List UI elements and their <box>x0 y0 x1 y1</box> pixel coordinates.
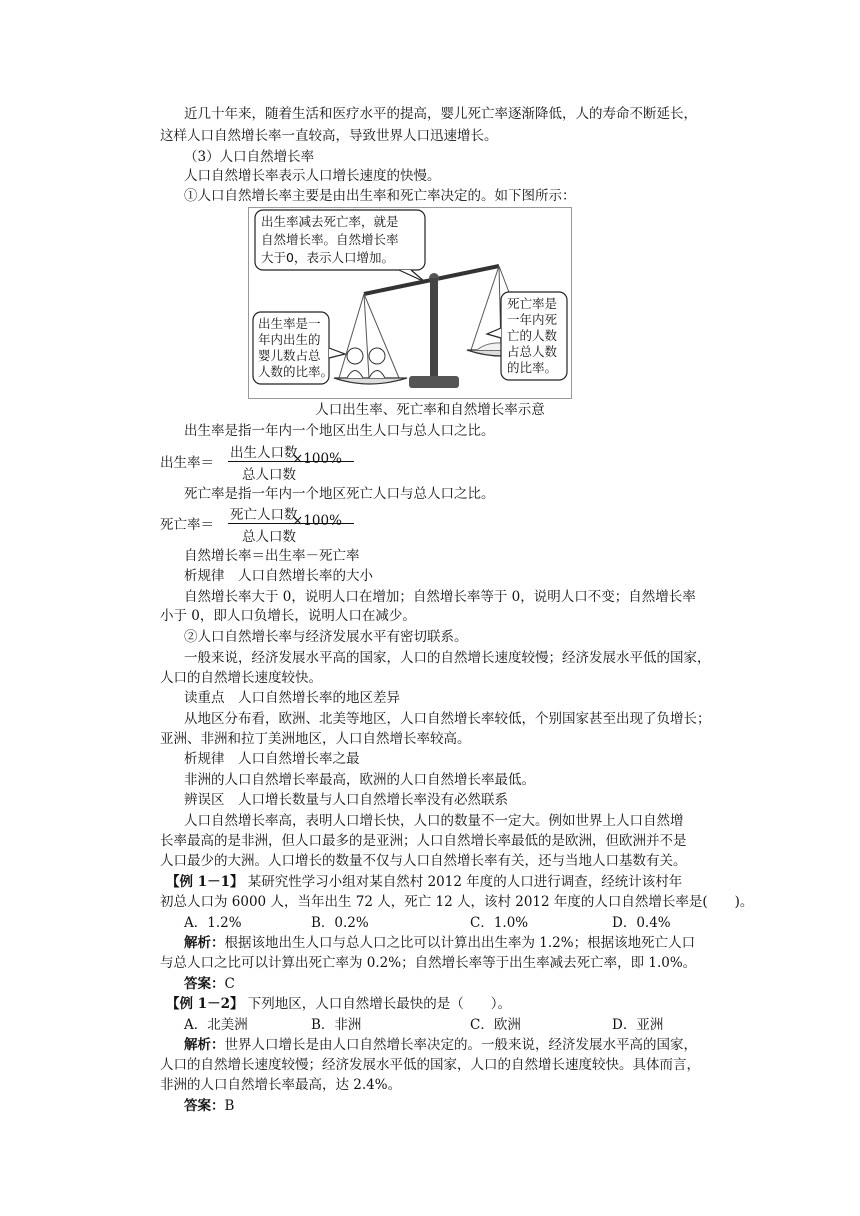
example1-analysis-line-1 <box>184 933 740 953</box>
birth-rate-denominator: 总人口数 <box>242 467 296 483</box>
misconception-label: 辨误区 人口增长数量与人口自然增长率没有必然联系 <box>184 792 508 808</box>
rule1-line-1: 自然增长率大于 0，说明人口在增加；自然增长率等于 0，说明人口不变；自然增长率 <box>184 589 696 605</box>
intro-line-2: 这样人口自然增长率一直较高，导致世界人口迅速增长。 <box>160 128 498 144</box>
misconception-line-3: 人口最少的大洲。人口增长的数量不仅与人口自然增长率有关，还与当地人口基数有关。 <box>160 853 687 869</box>
birth-rate-lhs: 出生率＝ <box>160 455 214 471</box>
top-bubble-line-3: 大于0，表示人口增加。 <box>261 250 394 265</box>
section-heading: （3）人口自然增长率 <box>184 149 315 165</box>
death-rate-rhs: ×100% <box>292 513 342 529</box>
example2-answer-label: 答案： <box>184 1098 225 1114</box>
left-bubble-line-3: 婴儿数占总 <box>258 348 321 363</box>
rule1-label: 析规律 人口自然增长率的大小 <box>184 568 373 584</box>
example2-answer <box>184 1096 740 1116</box>
top-bubble-line-2: 自然增长率。自然增长率 <box>261 232 399 247</box>
death-rate-definition: 死亡率是指一年内一个地区死亡人口与总人口之比。 <box>184 486 495 502</box>
right-bubble-line-4: 占总人数 <box>507 344 558 359</box>
misconception-line-2: 长率最高的是非洲，但人口最多的是亚洲；人口自然增长率最低的是欧洲，但欧洲并不是 <box>160 833 687 849</box>
scale-post <box>430 278 438 378</box>
section-definition: 人口自然增长率表示人口增长速度的快慢。 <box>184 168 441 184</box>
right-bubble-line-5: 的比率。 <box>507 360 558 375</box>
example1-option-b: B．0.2% <box>311 915 369 931</box>
focus-line-2: 亚洲、非洲和拉丁美洲地区，人口自然增长率较高。 <box>160 731 471 747</box>
birth-rate-formula <box>160 441 460 481</box>
left-pan <box>334 378 407 384</box>
focus-line-1: 从地区分布看，欧洲、北美等地区，人口自然增长率较低，个别国家甚至出现了负增长； <box>184 711 711 727</box>
left-bubble-line-1: 出生率是一 <box>258 316 321 331</box>
right-bubble-line-2: 一年内死 <box>507 312 558 327</box>
point2-title: ②人口自然增长率与经济发展水平有密切联系。 <box>184 629 468 645</box>
example1-answer <box>184 974 740 994</box>
example2-analysis-text: 世界人口增长是由人口自然增长率决定的。一般来说，经济发展水平高的国家， <box>224 1037 697 1053</box>
death-rate-formula <box>160 503 460 543</box>
example1-option-d: D．0.4% <box>612 915 671 931</box>
top-bubble-line-1: 出生率减去死亡率，就是 <box>261 214 399 229</box>
example2-analysis-line-1 <box>184 1035 740 1055</box>
example1-analysis-line-2: 与总人口之比可以计算出死亡率为 0.2%；自然增长率等于出生率减去死亡率，即 1.0%。 <box>160 955 697 971</box>
balance-scale-figure <box>248 207 572 399</box>
right-bubble-line-3: 亡的人数 <box>507 328 558 343</box>
example1-question-line-1 <box>166 872 746 892</box>
example2-option-c: C．欧洲 <box>470 1017 521 1033</box>
example1-analysis-text: 根据该地出生人口与总人口之比可以计算出出生率为 1.2%；根据该地死亡人口 <box>224 935 696 951</box>
death-rate-denominator: 总人口数 <box>242 529 296 545</box>
example2-analysis-label: 解析： <box>184 1037 225 1053</box>
right-bubble-line-1: 死亡率是 <box>507 296 558 311</box>
rule2-label: 析规律 人口自然增长率之最 <box>184 751 360 767</box>
example2-option-d: D．亚洲 <box>612 1017 664 1033</box>
example2-analysis-line-2: 人口的自然增长速度较慢；经济发展水平低的国家，人口的自然增长速度较快。具体而言， <box>160 1057 700 1073</box>
example2-question-text: 下列地区，人口自然增长最快的是（ ）。 <box>243 996 512 1012</box>
rule2-text: 非洲的人口自然增长率最高，欧洲的人口自然增长率最低。 <box>184 772 535 788</box>
example1-question-text: 某研究性学习小组对某自然村 2012 年度的人口进行调查，经统计该村年 <box>243 874 683 890</box>
birth-rate-rhs: ×100% <box>292 451 342 467</box>
example1-option-a: A．1.2% <box>184 915 242 931</box>
example2-question <box>166 994 746 1014</box>
death-rate-lhs: 死亡率＝ <box>160 517 214 533</box>
example1-option-c: C．1.0% <box>470 915 529 931</box>
left-bubble-line-2: 年内出生的 <box>258 332 321 347</box>
example2-analysis-line-3: 非洲的人口自然增长率最高，达 2.4%。 <box>160 1077 402 1093</box>
figure-caption: 人口出生率、死亡率和自然增长率示意 <box>315 402 545 418</box>
example1-answer-label: 答案： <box>184 976 225 992</box>
balance-scale-illustration <box>249 208 571 398</box>
example1-tag: 【例 1－1】 <box>166 874 244 890</box>
example2-option-b: B．非洲 <box>311 1017 362 1033</box>
example2-tag: 【例 1－2】 <box>166 996 244 1012</box>
example2-option-a: A．北美洲 <box>184 1017 248 1033</box>
left-bubble-line-4: 人数的比率。 <box>258 364 334 379</box>
example1-question-line-2: 初总人口为 6000 人，当年出生 72 人，死亡 12 人，该村 2012 年度的人口自然增长率是( )。 <box>160 894 754 910</box>
birth-rate-definition: 出生率是指一年内一个地区出生人口与总人口之比。 <box>184 423 495 439</box>
baby-head-1 <box>347 348 363 364</box>
point2-line-1: 一般来说，经济发展水平高的国家，人口的自然增长速度较慢；经济发展水平低的国家， <box>184 650 711 666</box>
misconception-line-1: 人口自然增长率高，表明人口增长快，人口的数量不一定大。例如世界上人口自然增 <box>184 813 684 829</box>
example1-analysis-label: 解析： <box>184 935 225 951</box>
point2-line-2: 人口的自然增长速度较快。 <box>160 670 322 686</box>
death-rate-numerator: 死亡人口数 <box>230 507 298 523</box>
baby-head-2 <box>369 348 385 364</box>
scale-base <box>409 376 459 388</box>
intro-line-1: 近几十年来，随着生活和医疗水平的提高，婴儿死亡率逐渐降低，人的寿命不断延长， <box>184 106 697 122</box>
rule1-line-2: 小于 0，即人口负增长，说明人口在减少。 <box>160 608 416 624</box>
section-point-1: ①人口自然增长率主要是由出生率和死亡率决定的。如下图所示： <box>184 188 576 204</box>
example2-answer-value: B <box>224 1098 235 1114</box>
example1-answer-value: C <box>224 976 235 992</box>
growth-rate-formula: 自然增长率＝出生率－死亡率 <box>184 548 360 564</box>
focus-label: 读重点 人口自然增长率的地区差异 <box>184 690 400 706</box>
birth-rate-numerator: 出生人口数 <box>230 445 298 461</box>
